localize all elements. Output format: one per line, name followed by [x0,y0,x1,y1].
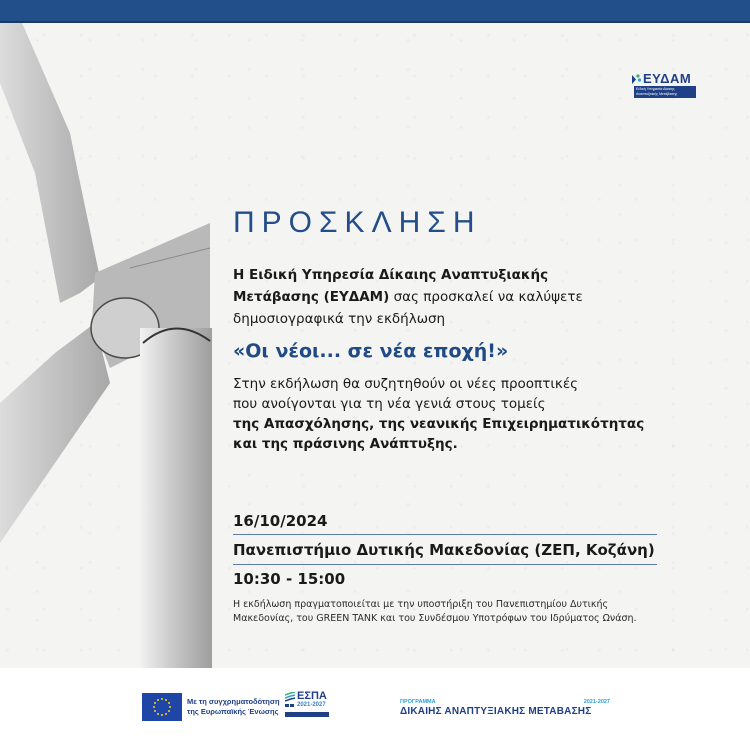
eu-cofunding-text [187,697,280,717]
eydam-mark-icon [632,74,642,85]
note-line1: Η εκδήλωση πραγματοποιείται με την υποστήριξη του Πανεπιστημίου Δυτικής [233,599,609,610]
wind-turbine-image [0,23,215,668]
eu-flag-icon [142,693,182,721]
desc-bold-line3: της Απασχόλησης, της νεανικής Επιχειρηματικότητας [233,416,645,432]
footer-logos [0,668,750,749]
intro-text-line2: σας προσκαλεί να καλύψετε [389,289,583,305]
desc-line2: που ανοίγονται για τη νέα γενιά στους τομείς [233,396,546,412]
eu-text-line1: Με τη συγχρηματοδότηση [187,697,280,706]
program-label: ΠΡΟΓΡΑΜΜΑ [400,699,436,705]
intro-text-line3: δημοσιογραφικά την εκδήλωση [233,311,446,327]
event-time: 10:30 - 15:00 [233,570,346,588]
divider [233,564,657,565]
intro-paragraph [233,264,673,330]
program-years: 2021-2027 [583,699,610,705]
eydam-logo-subtitle [634,86,696,98]
support-note [233,598,673,626]
desc-bold-line4: και της πράσινης Ανάπτυξης. [233,436,458,452]
eydam-logo [632,73,698,99]
page-title: ΠΡΟΣΚΛΗΣΗ [233,206,482,239]
espa-years: 2021-2027 [297,702,326,708]
divider [233,534,657,535]
espa-mark-icon [285,692,296,710]
program-title: ΔΙΚΑΙΗΣ ΑΝΑΠΤΥΞΙΑΚΗΣ ΜΕΤΑΒΑΣΗΣ [400,706,592,717]
eydam-logo-name: ΕΥΔΑΜ [643,71,692,86]
espa-logo [285,692,331,722]
intro-bold-line2: Μετάβασης (ΕΥΔΑΜ) [233,289,390,305]
note-line2: Μακεδονίας, του GREEN TANK και του Συνδέσμου Υποτρόφων του Ιδρύματος Ωνάση. [233,613,637,624]
event-name: «Οι νέοι... σε νέα εποχή!» [233,340,509,362]
eydam-subtitle-line1: Ειδική Υπηρεσία Δίκαιης [636,87,675,91]
event-description [233,374,673,454]
poster-background [0,23,750,668]
desc-line1: Στην εκδήλωση θα συζητηθούν οι νέες προοπτικές [233,376,579,392]
intro-bold-line1: Η Ειδική Υπηρεσία Δίκαιης Αναπτυξιακής [233,267,549,283]
top-bar [0,0,750,23]
espa-name: ΕΣΠΑ [297,690,327,702]
event-venue: Πανεπιστήμιο Δυτικής Μακεδονίας (ΖΕΠ, Κοζάνη) [233,541,655,559]
eydam-subtitle-line2: Αναπτυξιακής Μετάβασης [636,92,678,96]
eu-text-line2: της Ευρωπαϊκής Ένωσης [187,707,279,716]
event-date: 16/10/2024 [233,512,328,530]
espa-bar [285,712,329,717]
